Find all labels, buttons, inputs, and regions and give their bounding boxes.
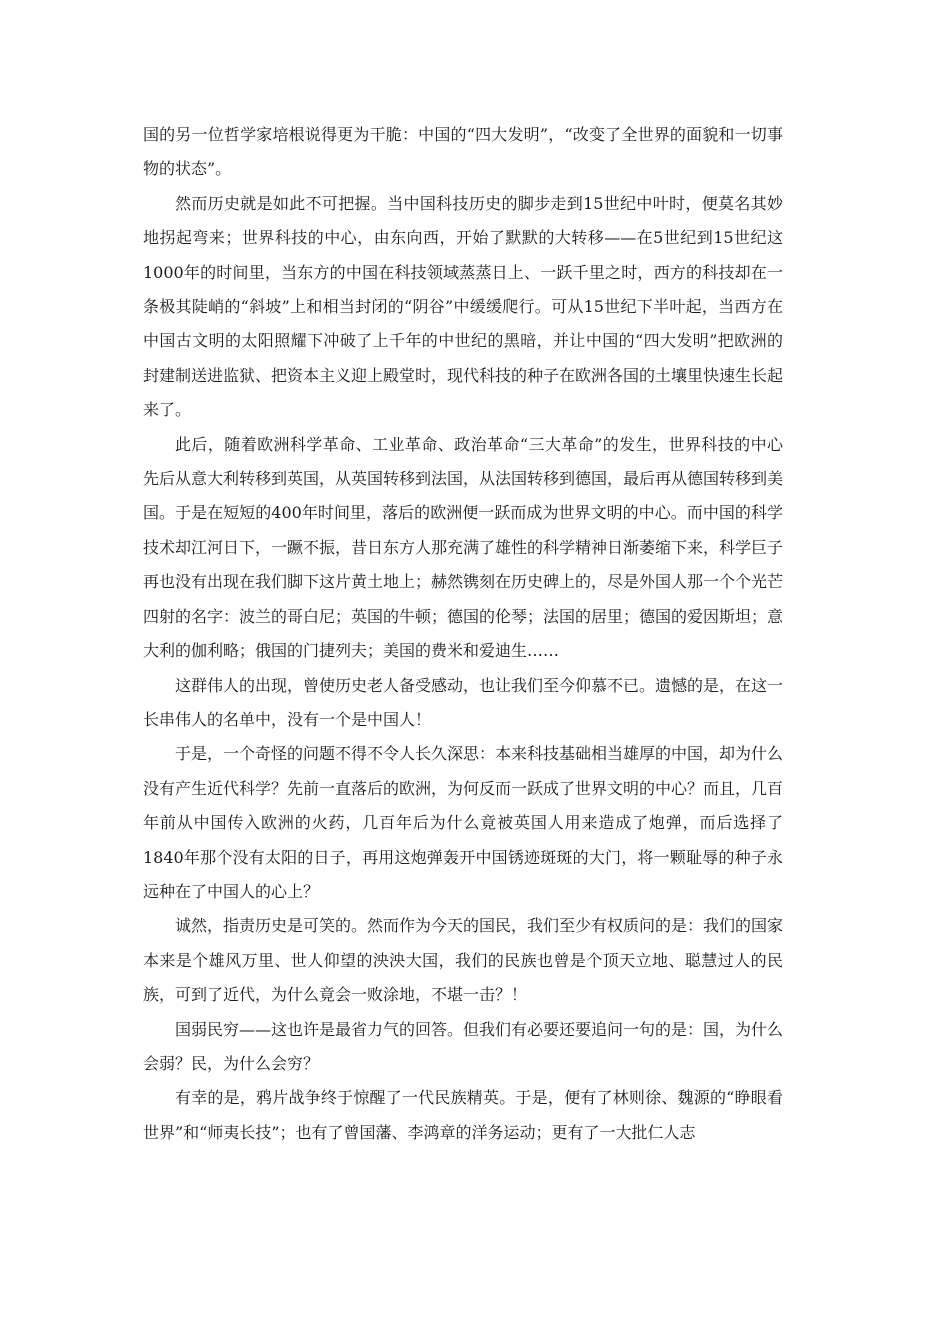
paragraph-continuation: 国的另一位哲学家培根说得更为干脆：中国的“四大发明”，“改变了全世界的面貌和一切事物的状态”。: [143, 125, 783, 179]
paragraph-history-shift: 然而历史就是如此不可把握。当中国科技历史的脚步走到15世纪中叶时，便莫名其妙地拐起弯来；世界科技的中心，由东向西，开始了默默的大转移——在5世纪到15世纪这1000年的时间里，当东方的中国在科技领域蒸蒸日上、一跃千里之时，西方的科技却在一条极其陡峭的“斜坡”上和相当封闭的“阴谷”中缓缓爬行。可从15世纪下半叶起，当西方在中国古文明的太阳照耀下冲破了上千年的中世纪的黑暗，并让中国的“四大发明”把欧洲的封建制送进监狱、把资本主义迎上殿堂时，现代科技的种子在欧洲各国的土壤里快速生长起来了。: [143, 193, 784, 420]
document-body: [143, 118, 783, 1150]
paragraph-strange-question: 于是，一个奇怪的问题不得不令人长久深思：本来科技基础相当雄厚的中国，却为什么没有产生近代科学？先前一直落后的欧洲，为何反而一跃成了世界文明的中心？而且，几百年前从中国传入欧洲的火药，几百年后为什么竟被英国人用来造成了炮弹，而后选择了1840年那个没有太阳的日子，再用这炮弹轰开中国锈迹斑斑的大门，将一颗耻辱的种子永远种在了中国人的心上？: [143, 744, 784, 901]
paragraph-three-revolutions: 此后，随着欧洲科学革命、工业革命、政治革命“三大革命”的发生，世界科技的中心先后从意大利转移到英国，从英国转移到法国，从法国转移到德国，最后再从德国转移到美国。于是在短短的400年时间里，落后的欧洲便一跃而成为世界文明的中心。而中国的科学技术却江河日下，一蹶不振，昔日东方人那充满了雄性的科学精神日渐萎缩下来，科学巨子再也没有出现在我们脚下这片黄土地上；赫然镌刻在历史碑上的，尽是外国人那一个个光芒四射的名字：波兰的哥白尼；英国的牛顿；德国的伦琴；法国的居里；德国的爱因斯坦；意大利的伽利略；俄国的门捷列夫；美国的费米和爱迪生……: [143, 434, 784, 661]
paragraph-great-men: 这群伟人的出现，曾使历史老人备受感动，也让我们至今仰慕不已。遗憾的是，在这一长串伟人的名单中，没有一个是中国人！: [143, 675, 784, 729]
paragraph-weak-nation: 国弱民穷——这也许是最省力气的回答。但我们有必要还要追问一句的是：国，为什么会弱？民，为什么会穷？: [143, 1019, 784, 1073]
paragraph-opium-war: 有幸的是，鸦片战争终于惊醒了一代民族精英。于是，便有了林则徐、魏源的“睁眼看世界”和“师夷长技”；也有了曾国藩、李鸿章的洋务运动；更有了一大批仁人志: [143, 1088, 783, 1142]
paragraph-questioning-history: 诚然，指责历史是可笑的。然而作为今天的国民，我们至少有权质问的是：我们的国家本来是个雄风万里、世人仰望的泱泱大国，我们的民族也曾是个顶天立地、聪慧过人的民族，可到了近代，为什么竟会一败涂地，不堪一击？！: [143, 916, 784, 1005]
